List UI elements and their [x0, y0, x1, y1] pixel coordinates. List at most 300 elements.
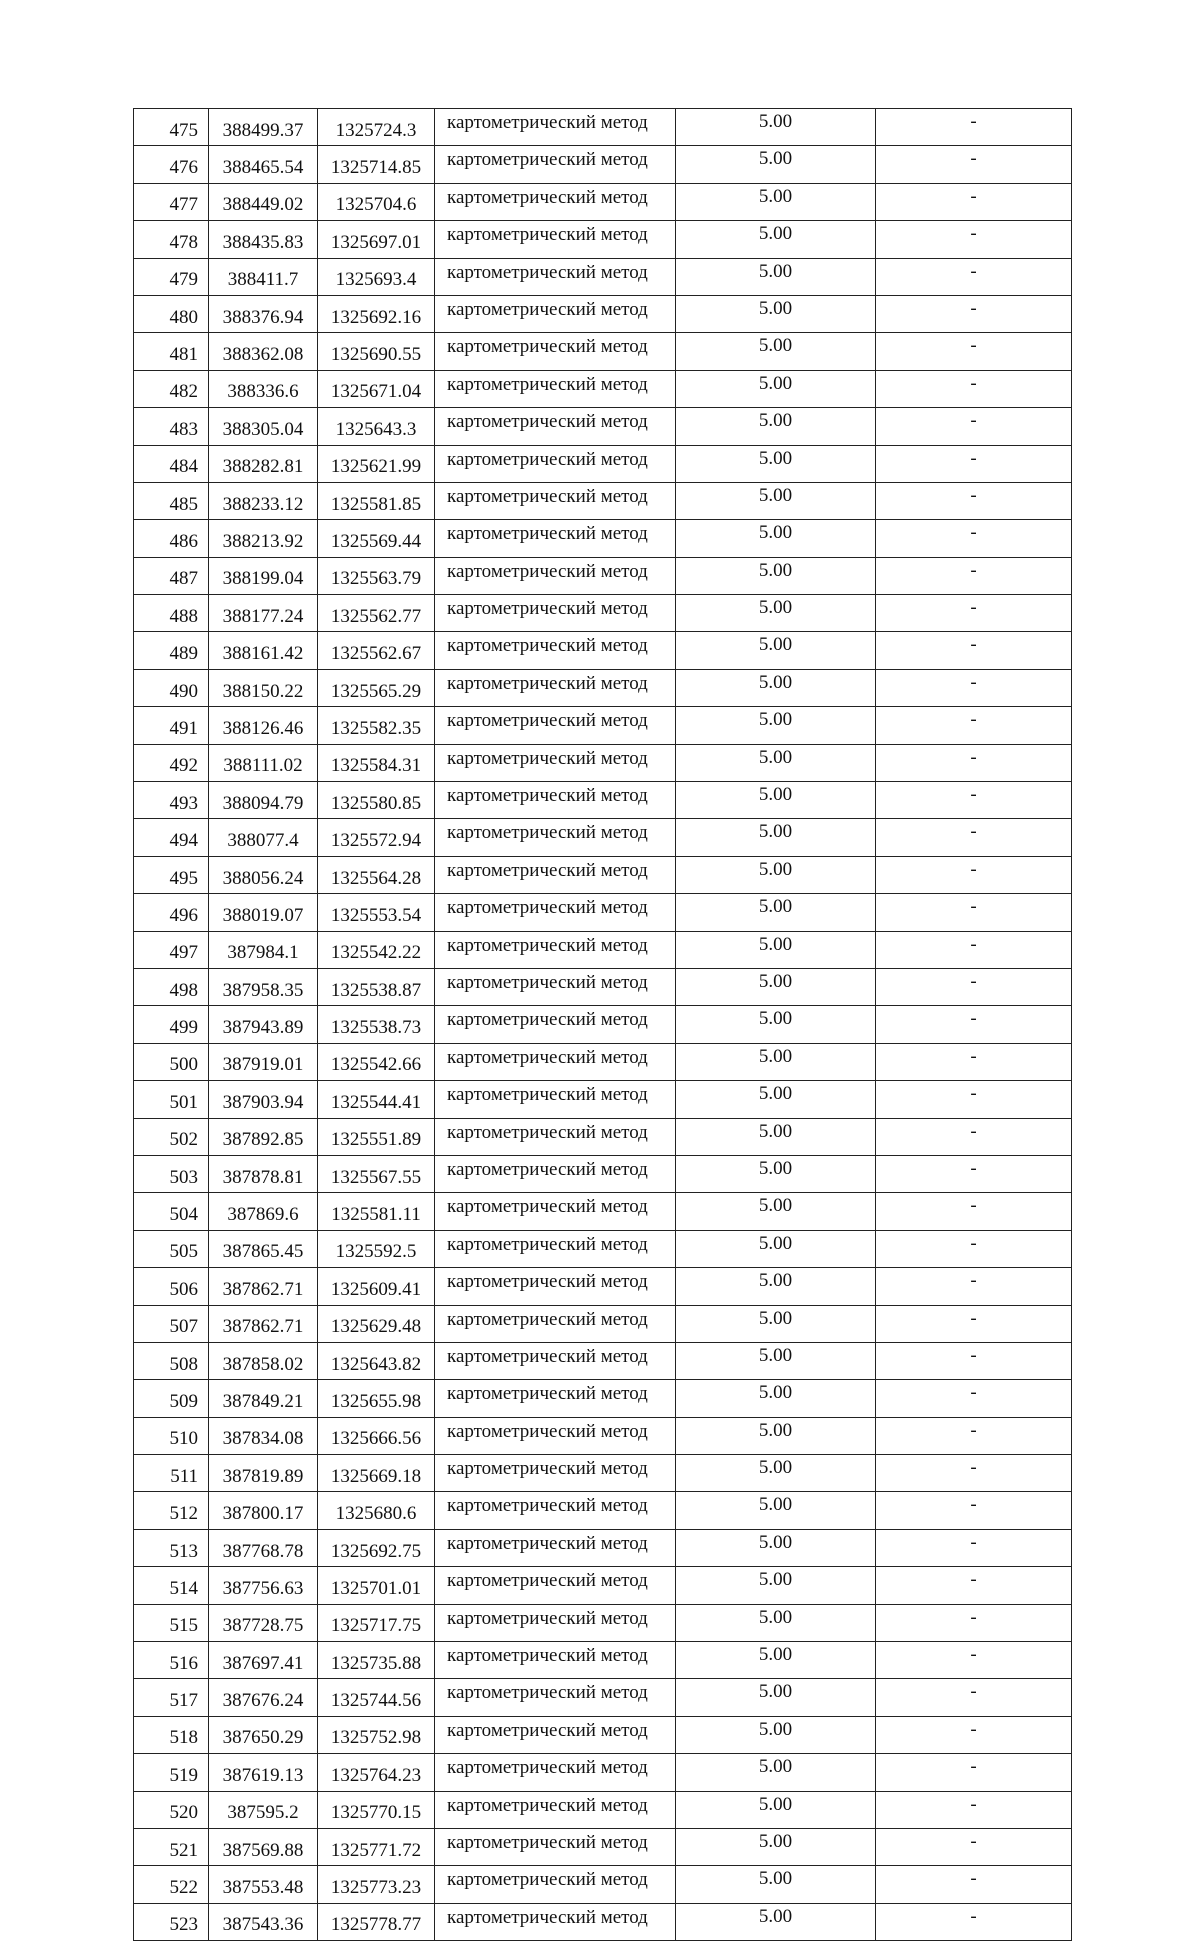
- precision-cell: 5.00: [676, 1118, 876, 1155]
- precision-cell: 5.00: [676, 968, 876, 1005]
- y-coordinate-cell: 1325542.66: [318, 1043, 435, 1080]
- y-coordinate-cell: 1325773.23: [318, 1866, 435, 1903]
- method-cell: картометрический метод: [435, 520, 676, 557]
- y-coordinate-cell: 1325564.28: [318, 856, 435, 893]
- precision-cell: 5.00: [676, 1604, 876, 1641]
- y-coordinate-cell: 1325544.41: [318, 1081, 435, 1118]
- table-row: [134, 595, 1072, 632]
- x-coordinate-cell: 388077.4: [209, 819, 318, 856]
- precision-cell: 5.00: [676, 894, 876, 931]
- coordinates-table-body: [134, 109, 1072, 1941]
- precision-cell: 5.00: [676, 1754, 876, 1791]
- method-cell: картометрический метод: [435, 1828, 676, 1865]
- table-row: [134, 258, 1072, 295]
- note-cell: -: [876, 445, 1072, 482]
- y-coordinate-cell: 1325584.31: [318, 744, 435, 781]
- precision-cell: 5.00: [676, 1380, 876, 1417]
- y-coordinate-cell: 1325735.88: [318, 1642, 435, 1679]
- method-cell: картометрический метод: [435, 408, 676, 445]
- note-cell: -: [876, 482, 1072, 519]
- table-row: [134, 1828, 1072, 1865]
- precision-cell: 5.00: [676, 1193, 876, 1230]
- precision-cell: 5.00: [676, 445, 876, 482]
- y-coordinate-cell: 1325551.89: [318, 1118, 435, 1155]
- method-cell: картометрический метод: [435, 1081, 676, 1118]
- table-row: [134, 221, 1072, 258]
- point-number-cell: 504: [134, 1193, 209, 1230]
- method-cell: картометрический метод: [435, 557, 676, 594]
- precision-cell: 5.00: [676, 109, 876, 146]
- precision-cell: 5.00: [676, 1268, 876, 1305]
- x-coordinate-cell: 388233.12: [209, 482, 318, 519]
- point-number-cell: 517: [134, 1679, 209, 1716]
- table-row: [134, 109, 1072, 146]
- x-coordinate-cell: 387862.71: [209, 1305, 318, 1342]
- note-cell: -: [876, 1567, 1072, 1604]
- table-row: [134, 333, 1072, 370]
- precision-cell: 5.00: [676, 1230, 876, 1267]
- x-coordinate-cell: 387943.89: [209, 1006, 318, 1043]
- method-cell: картометрический метод: [435, 1716, 676, 1753]
- method-cell: картометрический метод: [435, 707, 676, 744]
- precision-cell: 5.00: [676, 295, 876, 332]
- precision-cell: 5.00: [676, 595, 876, 632]
- method-cell: картометрический метод: [435, 782, 676, 819]
- precision-cell: 5.00: [676, 146, 876, 183]
- y-coordinate-cell: 1325693.4: [318, 258, 435, 295]
- precision-cell: 5.00: [676, 1529, 876, 1566]
- precision-cell: 5.00: [676, 520, 876, 557]
- y-coordinate-cell: 1325680.6: [318, 1492, 435, 1529]
- y-coordinate-cell: 1325764.23: [318, 1754, 435, 1791]
- point-number-cell: 492: [134, 744, 209, 781]
- x-coordinate-cell: 387728.75: [209, 1604, 318, 1641]
- x-coordinate-cell: 388094.79: [209, 782, 318, 819]
- method-cell: картометрический метод: [435, 669, 676, 706]
- y-coordinate-cell: 1325669.18: [318, 1455, 435, 1492]
- method-cell: картометрический метод: [435, 1417, 676, 1454]
- y-coordinate-cell: 1325690.55: [318, 333, 435, 370]
- x-coordinate-cell: 388411.7: [209, 258, 318, 295]
- method-cell: картометрический метод: [435, 1006, 676, 1043]
- note-cell: -: [876, 333, 1072, 370]
- table-row: [134, 1492, 1072, 1529]
- table-row: [134, 408, 1072, 445]
- table-row: [134, 1604, 1072, 1641]
- point-number-cell: 493: [134, 782, 209, 819]
- table-row: [134, 1716, 1072, 1753]
- x-coordinate-cell: 387858.02: [209, 1342, 318, 1379]
- y-coordinate-cell: 1325744.56: [318, 1679, 435, 1716]
- precision-cell: 5.00: [676, 1043, 876, 1080]
- table-row: [134, 146, 1072, 183]
- x-coordinate-cell: 387595.2: [209, 1791, 318, 1828]
- note-cell: -: [876, 1492, 1072, 1529]
- point-number-cell: 521: [134, 1828, 209, 1865]
- table-row: [134, 1754, 1072, 1791]
- note-cell: -: [876, 1716, 1072, 1753]
- x-coordinate-cell: 388376.94: [209, 295, 318, 332]
- note-cell: -: [876, 632, 1072, 669]
- x-coordinate-cell: 388499.37: [209, 109, 318, 146]
- method-cell: картометрический метод: [435, 482, 676, 519]
- method-cell: картометрический метод: [435, 1118, 676, 1155]
- y-coordinate-cell: 1325778.77: [318, 1903, 435, 1940]
- note-cell: -: [876, 707, 1072, 744]
- point-number-cell: 496: [134, 894, 209, 931]
- point-number-cell: 520: [134, 1791, 209, 1828]
- method-cell: картометрический метод: [435, 258, 676, 295]
- method-cell: картометрический метод: [435, 1455, 676, 1492]
- precision-cell: 5.00: [676, 632, 876, 669]
- x-coordinate-cell: 388336.6: [209, 370, 318, 407]
- note-cell: -: [876, 1791, 1072, 1828]
- x-coordinate-cell: 387619.13: [209, 1754, 318, 1791]
- note-cell: -: [876, 1828, 1072, 1865]
- note-cell: -: [876, 183, 1072, 220]
- method-cell: картометрический метод: [435, 931, 676, 968]
- y-coordinate-cell: 1325655.98: [318, 1380, 435, 1417]
- table-row: [134, 520, 1072, 557]
- table-row: [134, 1567, 1072, 1604]
- x-coordinate-cell: 388465.54: [209, 146, 318, 183]
- table-row: [134, 1155, 1072, 1192]
- point-number-cell: 481: [134, 333, 209, 370]
- precision-cell: 5.00: [676, 482, 876, 519]
- note-cell: -: [876, 1342, 1072, 1379]
- x-coordinate-cell: 388435.83: [209, 221, 318, 258]
- x-coordinate-cell: 387543.36: [209, 1903, 318, 1940]
- method-cell: картометрический метод: [435, 1903, 676, 1940]
- table-row: [134, 669, 1072, 706]
- method-cell: картометрический метод: [435, 856, 676, 893]
- point-number-cell: 488: [134, 595, 209, 632]
- note-cell: -: [876, 931, 1072, 968]
- method-cell: картометрический метод: [435, 1866, 676, 1903]
- table-row: [134, 1642, 1072, 1679]
- x-coordinate-cell: 388111.02: [209, 744, 318, 781]
- table-row: [134, 1342, 1072, 1379]
- method-cell: картометрический метод: [435, 109, 676, 146]
- point-number-cell: 523: [134, 1903, 209, 1940]
- method-cell: картометрический метод: [435, 221, 676, 258]
- point-number-cell: 501: [134, 1081, 209, 1118]
- note-cell: -: [876, 221, 1072, 258]
- x-coordinate-cell: 387984.1: [209, 931, 318, 968]
- y-coordinate-cell: 1325562.77: [318, 595, 435, 632]
- y-coordinate-cell: 1325562.67: [318, 632, 435, 669]
- precision-cell: 5.00: [676, 1567, 876, 1604]
- y-coordinate-cell: 1325581.85: [318, 482, 435, 519]
- note-cell: -: [876, 1417, 1072, 1454]
- y-coordinate-cell: 1325542.22: [318, 931, 435, 968]
- precision-cell: 5.00: [676, 1155, 876, 1192]
- table-row: [134, 1866, 1072, 1903]
- point-number-cell: 489: [134, 632, 209, 669]
- note-cell: -: [876, 968, 1072, 1005]
- method-cell: картометрический метод: [435, 595, 676, 632]
- precision-cell: 5.00: [676, 557, 876, 594]
- note-cell: -: [876, 595, 1072, 632]
- note-cell: -: [876, 1866, 1072, 1903]
- x-coordinate-cell: 388161.42: [209, 632, 318, 669]
- point-number-cell: 497: [134, 931, 209, 968]
- note-cell: -: [876, 782, 1072, 819]
- x-coordinate-cell: 387878.81: [209, 1155, 318, 1192]
- y-coordinate-cell: 1325752.98: [318, 1716, 435, 1753]
- point-number-cell: 487: [134, 557, 209, 594]
- table-row: [134, 1791, 1072, 1828]
- method-cell: картометрический метод: [435, 1305, 676, 1342]
- precision-cell: 5.00: [676, 1903, 876, 1940]
- table-row: [134, 819, 1072, 856]
- x-coordinate-cell: 388056.24: [209, 856, 318, 893]
- precision-cell: 5.00: [676, 782, 876, 819]
- x-coordinate-cell: 388213.92: [209, 520, 318, 557]
- y-coordinate-cell: 1325621.99: [318, 445, 435, 482]
- x-coordinate-cell: 387650.29: [209, 1716, 318, 1753]
- precision-cell: 5.00: [676, 258, 876, 295]
- precision-cell: 5.00: [676, 1679, 876, 1716]
- x-coordinate-cell: 388199.04: [209, 557, 318, 594]
- y-coordinate-cell: 1325553.54: [318, 894, 435, 931]
- table-row: [134, 744, 1072, 781]
- note-cell: -: [876, 819, 1072, 856]
- y-coordinate-cell: 1325643.82: [318, 1342, 435, 1379]
- y-coordinate-cell: 1325724.3: [318, 109, 435, 146]
- point-number-cell: 500: [134, 1043, 209, 1080]
- x-coordinate-cell: 387569.88: [209, 1828, 318, 1865]
- point-number-cell: 516: [134, 1642, 209, 1679]
- point-number-cell: 514: [134, 1567, 209, 1604]
- precision-cell: 5.00: [676, 1866, 876, 1903]
- x-coordinate-cell: 387676.24: [209, 1679, 318, 1716]
- x-coordinate-cell: 387892.85: [209, 1118, 318, 1155]
- precision-cell: 5.00: [676, 1305, 876, 1342]
- x-coordinate-cell: 387819.89: [209, 1455, 318, 1492]
- y-coordinate-cell: 1325704.6: [318, 183, 435, 220]
- precision-cell: 5.00: [676, 669, 876, 706]
- table-row: [134, 632, 1072, 669]
- x-coordinate-cell: 388449.02: [209, 183, 318, 220]
- y-coordinate-cell: 1325701.01: [318, 1567, 435, 1604]
- table-row: [134, 968, 1072, 1005]
- point-number-cell: 479: [134, 258, 209, 295]
- y-coordinate-cell: 1325538.87: [318, 968, 435, 1005]
- x-coordinate-cell: 388019.07: [209, 894, 318, 931]
- point-number-cell: 518: [134, 1716, 209, 1753]
- point-number-cell: 482: [134, 370, 209, 407]
- method-cell: картометрический метод: [435, 632, 676, 669]
- point-number-cell: 480: [134, 295, 209, 332]
- point-number-cell: 486: [134, 520, 209, 557]
- precision-cell: 5.00: [676, 744, 876, 781]
- point-number-cell: 512: [134, 1492, 209, 1529]
- y-coordinate-cell: 1325697.01: [318, 221, 435, 258]
- note-cell: -: [876, 258, 1072, 295]
- y-coordinate-cell: 1325581.11: [318, 1193, 435, 1230]
- method-cell: картометрический метод: [435, 1155, 676, 1192]
- point-number-cell: 502: [134, 1118, 209, 1155]
- point-number-cell: 490: [134, 669, 209, 706]
- point-number-cell: 513: [134, 1529, 209, 1566]
- method-cell: картометрический метод: [435, 1043, 676, 1080]
- table-row: [134, 931, 1072, 968]
- y-coordinate-cell: 1325692.75: [318, 1529, 435, 1566]
- y-coordinate-cell: 1325714.85: [318, 146, 435, 183]
- table-row: [134, 707, 1072, 744]
- x-coordinate-cell: 387862.71: [209, 1268, 318, 1305]
- precision-cell: 5.00: [676, 1342, 876, 1379]
- precision-cell: 5.00: [676, 1492, 876, 1529]
- point-number-cell: 499: [134, 1006, 209, 1043]
- table-row: [134, 1380, 1072, 1417]
- note-cell: -: [876, 1118, 1072, 1155]
- point-number-cell: 510: [134, 1417, 209, 1454]
- note-cell: -: [876, 1529, 1072, 1566]
- y-coordinate-cell: 1325565.29: [318, 669, 435, 706]
- x-coordinate-cell: 387553.48: [209, 1866, 318, 1903]
- x-coordinate-cell: 387865.45: [209, 1230, 318, 1267]
- note-cell: -: [876, 1642, 1072, 1679]
- note-cell: -: [876, 894, 1072, 931]
- precision-cell: 5.00: [676, 1791, 876, 1828]
- x-coordinate-cell: 387756.63: [209, 1567, 318, 1604]
- table-row: [134, 1043, 1072, 1080]
- method-cell: картометрический метод: [435, 1380, 676, 1417]
- y-coordinate-cell: 1325572.94: [318, 819, 435, 856]
- note-cell: -: [876, 370, 1072, 407]
- method-cell: картометрический метод: [435, 295, 676, 332]
- y-coordinate-cell: 1325580.85: [318, 782, 435, 819]
- table-row: [134, 183, 1072, 220]
- y-coordinate-cell: 1325666.56: [318, 1417, 435, 1454]
- table-row: [134, 1006, 1072, 1043]
- note-cell: -: [876, 1155, 1072, 1192]
- method-cell: картометрический метод: [435, 1492, 676, 1529]
- method-cell: картометрический метод: [435, 370, 676, 407]
- y-coordinate-cell: 1325692.16: [318, 295, 435, 332]
- method-cell: картометрический метод: [435, 1567, 676, 1604]
- point-number-cell: 483: [134, 408, 209, 445]
- method-cell: картометрический метод: [435, 894, 676, 931]
- precision-cell: 5.00: [676, 1081, 876, 1118]
- method-cell: картометрический метод: [435, 1642, 676, 1679]
- method-cell: картометрический метод: [435, 1754, 676, 1791]
- method-cell: картометрический метод: [435, 1193, 676, 1230]
- precision-cell: 5.00: [676, 370, 876, 407]
- point-number-cell: 519: [134, 1754, 209, 1791]
- precision-cell: 5.00: [676, 1716, 876, 1753]
- note-cell: -: [876, 1604, 1072, 1641]
- y-coordinate-cell: 1325582.35: [318, 707, 435, 744]
- point-number-cell: 475: [134, 109, 209, 146]
- y-coordinate-cell: 1325569.44: [318, 520, 435, 557]
- x-coordinate-cell: 387849.21: [209, 1380, 318, 1417]
- table-row: [134, 1081, 1072, 1118]
- x-coordinate-cell: 387919.01: [209, 1043, 318, 1080]
- point-number-cell: 507: [134, 1305, 209, 1342]
- note-cell: -: [876, 1081, 1072, 1118]
- point-number-cell: 505: [134, 1230, 209, 1267]
- method-cell: картометрический метод: [435, 183, 676, 220]
- table-row: [134, 856, 1072, 893]
- note-cell: -: [876, 1006, 1072, 1043]
- method-cell: картометрический метод: [435, 744, 676, 781]
- y-coordinate-cell: 1325771.72: [318, 1828, 435, 1865]
- point-number-cell: 478: [134, 221, 209, 258]
- method-cell: картометрический метод: [435, 1268, 676, 1305]
- table-row: [134, 557, 1072, 594]
- point-number-cell: 511: [134, 1455, 209, 1492]
- method-cell: картометрический метод: [435, 1529, 676, 1566]
- table-row: [134, 1118, 1072, 1155]
- point-number-cell: 485: [134, 482, 209, 519]
- method-cell: картометрический метод: [435, 968, 676, 1005]
- method-cell: картометрический метод: [435, 1791, 676, 1828]
- x-coordinate-cell: 387697.41: [209, 1642, 318, 1679]
- y-coordinate-cell: 1325643.3: [318, 408, 435, 445]
- x-coordinate-cell: 388126.46: [209, 707, 318, 744]
- point-number-cell: 515: [134, 1604, 209, 1641]
- table-row: [134, 782, 1072, 819]
- precision-cell: 5.00: [676, 333, 876, 370]
- note-cell: -: [876, 1268, 1072, 1305]
- precision-cell: 5.00: [676, 819, 876, 856]
- note-cell: -: [876, 1679, 1072, 1716]
- precision-cell: 5.00: [676, 1642, 876, 1679]
- precision-cell: 5.00: [676, 856, 876, 893]
- precision-cell: 5.00: [676, 1828, 876, 1865]
- y-coordinate-cell: 1325629.48: [318, 1305, 435, 1342]
- precision-cell: 5.00: [676, 183, 876, 220]
- y-coordinate-cell: 1325592.5: [318, 1230, 435, 1267]
- table-row: [134, 1417, 1072, 1454]
- point-number-cell: 476: [134, 146, 209, 183]
- point-number-cell: 508: [134, 1342, 209, 1379]
- precision-cell: 5.00: [676, 707, 876, 744]
- x-coordinate-cell: 388305.04: [209, 408, 318, 445]
- y-coordinate-cell: 1325567.55: [318, 1155, 435, 1192]
- x-coordinate-cell: 387800.17: [209, 1492, 318, 1529]
- precision-cell: 5.00: [676, 1455, 876, 1492]
- y-coordinate-cell: 1325538.73: [318, 1006, 435, 1043]
- note-cell: -: [876, 1305, 1072, 1342]
- note-cell: -: [876, 557, 1072, 594]
- table-row: [134, 482, 1072, 519]
- note-cell: -: [876, 669, 1072, 706]
- note-cell: -: [876, 1380, 1072, 1417]
- precision-cell: 5.00: [676, 931, 876, 968]
- point-number-cell: 494: [134, 819, 209, 856]
- point-number-cell: 506: [134, 1268, 209, 1305]
- precision-cell: 5.00: [676, 1006, 876, 1043]
- note-cell: -: [876, 408, 1072, 445]
- note-cell: -: [876, 1754, 1072, 1791]
- note-cell: -: [876, 1193, 1072, 1230]
- note-cell: -: [876, 856, 1072, 893]
- point-number-cell: 498: [134, 968, 209, 1005]
- method-cell: картометрический метод: [435, 1342, 676, 1379]
- note-cell: -: [876, 295, 1072, 332]
- method-cell: картометрический метод: [435, 819, 676, 856]
- method-cell: картометрический метод: [435, 333, 676, 370]
- precision-cell: 5.00: [676, 408, 876, 445]
- note-cell: -: [876, 1903, 1072, 1940]
- table-row: [134, 1305, 1072, 1342]
- note-cell: -: [876, 109, 1072, 146]
- table-row: [134, 445, 1072, 482]
